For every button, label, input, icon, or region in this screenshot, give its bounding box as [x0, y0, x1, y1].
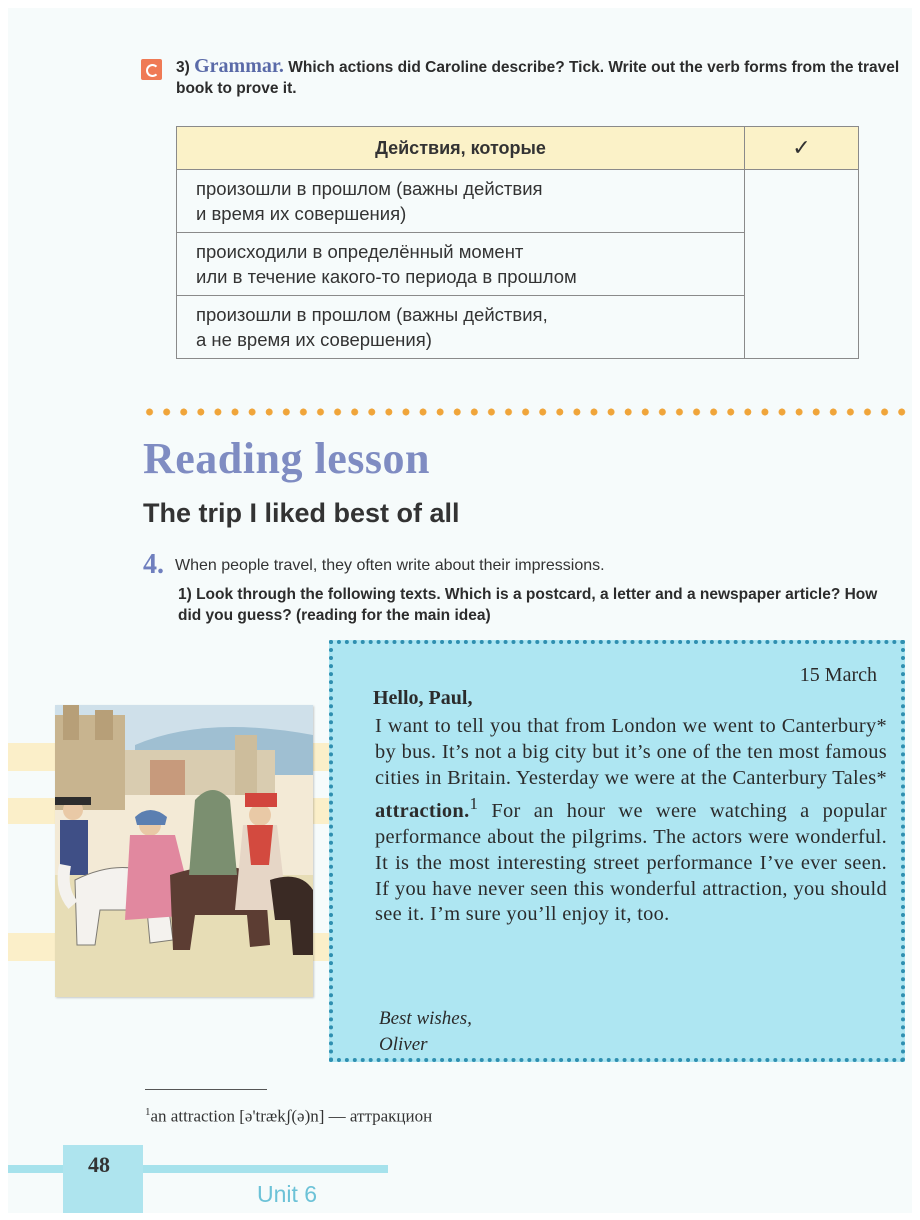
exercise-4-task: 1) Look through the following texts. Which is a postcard, a letter and a newspaper article? How did you guess? (reading for the main idea) — [178, 586, 878, 624]
exercise-audio-icon — [141, 59, 162, 80]
textbook-page — [8, 8, 912, 1213]
pilgrims-illustration — [55, 705, 313, 997]
exercise-4-intro: When people travel, they often write about their impressions. — [175, 557, 605, 574]
postcard-body: I want to tell you that from London we went to Canterbury* by bus. It’s not a big city but it’s one of the ten most famous cities in Britain. Yesterday we were at the Canterbury Tales* attraction.$^1$ For an hour we were watching a popular performance about the pilgrims. The actors were wonderful. It is the most interesting street performance I’ve ever seen. If you have never seen this wonderful attraction, you should see it. I’m sure you’ll enjoy it, too. — [375, 715, 887, 926]
exercise-3-instruction — [176, 56, 901, 99]
footnote-marker: 1 — [469, 794, 479, 814]
table-cell-action: произошли в прошлом (важны действия, а не время их совершения) — [177, 296, 745, 359]
table-cell-action: произошли в прошлом (важны действия и время их совершения) — [177, 170, 745, 233]
exercise-3-number: 3) — [176, 59, 190, 76]
page-number: 48 — [88, 1152, 110, 1177]
table-header-tick: ✓ — [745, 127, 859, 170]
table-tick-cell[interactable] — [745, 170, 859, 359]
attraction-word: attraction. — [375, 800, 470, 823]
section-subtitle: The trip I liked best of all — [143, 498, 460, 528]
footnote-rule — [145, 1089, 267, 1090]
postcard-closing: Best wishes, Oliver — [379, 1008, 472, 1055]
table-cell-action: происходили в определённый момент или в течение какого-то периода в прошлом — [177, 233, 745, 296]
exercise-4-number: 4. — [143, 549, 164, 580]
unit-label: Unit 6 — [257, 1181, 318, 1207]
postcard-date: 15 March — [799, 664, 877, 686]
section-title: Reading lesson — [143, 434, 430, 483]
postcard — [329, 640, 905, 1062]
table-header-actions: Действия, которые — [177, 127, 745, 170]
table-row — [177, 170, 859, 233]
exercise-3-text: Which actions did Caroline describe? Tick. Write out the verb forms from the travel book to prove it. — [176, 59, 900, 97]
dotted-divider — [141, 406, 911, 418]
footnote: $^1$an attraction [ə'trækʃ(ə)n] — аттракцион — [145, 1106, 433, 1126]
postcard-greeting: Hello, Paul, — [373, 687, 473, 709]
table-header-row — [177, 127, 859, 170]
postcard-signature: Oliver — [379, 1034, 428, 1055]
grammar-table — [176, 126, 859, 359]
grammar-label: Grammar. — [194, 55, 284, 77]
